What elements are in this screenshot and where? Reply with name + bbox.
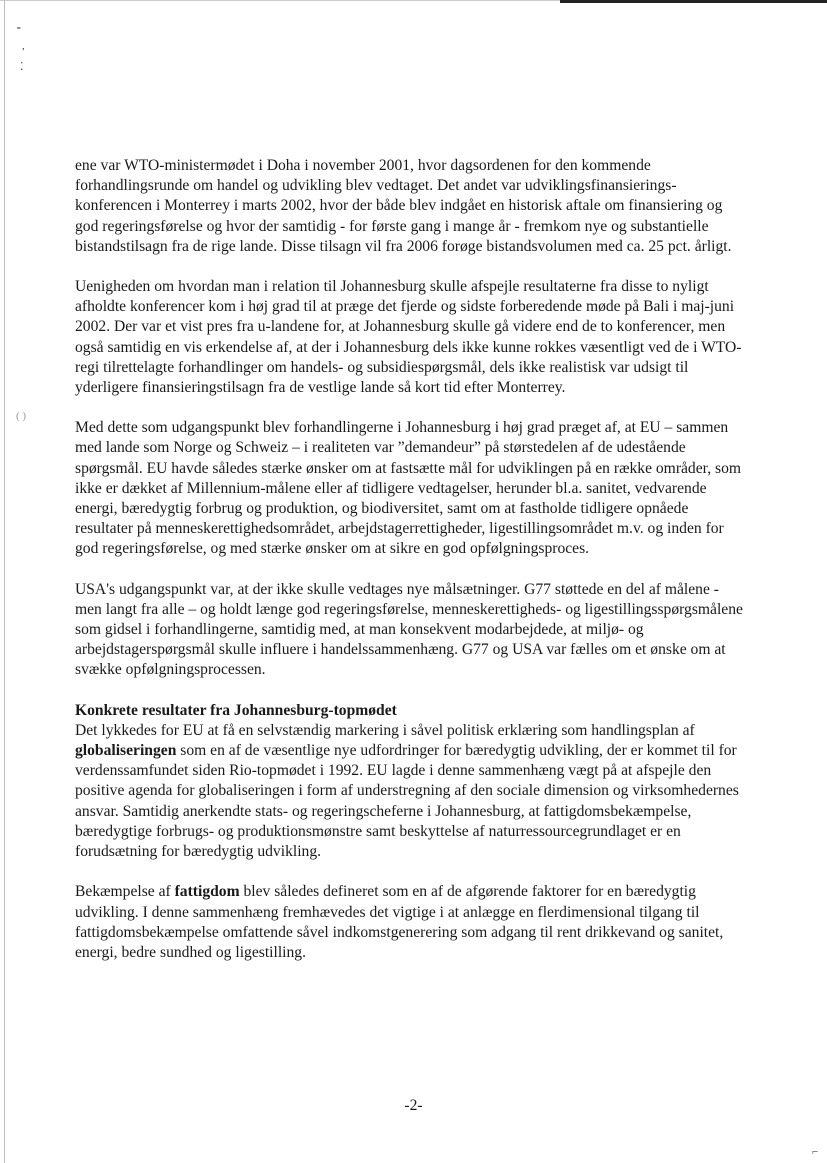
paragraph-6 xyxy=(75,882,747,963)
section-heading: Konkrete resultater fra Johannesburg-topmødet xyxy=(75,701,397,719)
scan-speck-mark: ⁃ xyxy=(16,23,22,35)
paragraph-4: USA's udgangspunkt var, at der ikke skulle vedtages nye målsætninger. G77 støttede en del af målene - men langt fra alle – og holdt længe god regeringsførelse, menneskerettigheds- og ligestillingsspørgsmålene som gidsel i forhandlingerne, samtidig med, at man konsekvent modarbejdede, at miljø- og arbejdstagerspørgsmål skulle influere i handelssammenhæng. G77 og USA var fælles om et ønske om at svække opfølgningsprocessen. xyxy=(75,580,743,679)
paragraph-2: Uenigheden om hvordan man i relation til Johannesburg skulle afspejle resultaterne fra disse to nyligt afholdte konferencer kom i høj grad til at præge det fjerde og sidste forberedende møde på Bali i maj-juni 2002. Der var et vist pres fra u-landene for, at Johannesburg skulle gå videre end de to konferencer, men også samtidig en vis erkendelse af, at der i Johannesburg dels ikke kunne rokkes væsentligt ved de i WTO-regi tilrettelagte forhandlinger om handels- og subsidiespørgsmål, dels ikke realistisk var udsigt til yderligere finansieringstilsagn fra de vestlige lande så kort tid efter Monterrey. xyxy=(75,278,742,397)
paragraph-5-emphasis: globaliseringen xyxy=(75,742,177,760)
paragraph-6-emphasis: fattigdom xyxy=(174,883,240,901)
paragraph-5 xyxy=(75,721,747,862)
page-number: -2- xyxy=(404,1097,423,1114)
scan-top-rule xyxy=(560,0,827,3)
paragraph-5-text-continued: som en af de væsentlige nye udfordringer for bæredygtig udvikling, der er kommet til for verdenssamfundet siden Rio-topmødet i 1992. EU lagde i denne sammenhæng vægt på at afspejle den positive agenda for globaliseringen i form af understregning af den sociale dimension og virksomhedernes ansvar. Samtidig anerkendte stats- og regeringscheferne i Johannesburg, at fattigdomsbekæmpelse, bæredygtige forbrugs- og produktionsmønstre samt beskyttelse af naturressourcegrundlaget er en forudsætning for bæredygtig udvikling. xyxy=(75,742,739,861)
paragraph-6-text: Bekæmpelse af xyxy=(75,883,175,901)
document-body xyxy=(75,156,747,983)
paragraph-1: ene var WTO-ministermødet i Doha i november 2001, hvor dagsordenen for den kommende forhandlingsrunde om handel og udvikling blev vedtaget. Det andet var udviklingsfinansierings-konferencen i Monterrey i marts 2002, hvor der både blev indgået en historisk aftale om finansiering og god regeringsførelse og hvor der samtidig - for første gang i mange år - fremkom nye og substantielle bistandstilsagn fra de rige lande. Disse tilsagn vil fra 2006 forøge bistandsvolumen med ca. 25 pct. årligt. xyxy=(75,157,732,255)
scan-speck-mark: ⁚ xyxy=(20,61,24,73)
paragraph-5-text: Det lykkedes for EU at få en selvstændig markering i såvel politisk erklæring som handlingsplan af xyxy=(75,721,695,739)
scan-speck-mark: , xyxy=(22,40,25,52)
scan-hole-mark: ( ) xyxy=(16,410,27,422)
paragraph-6-text-continued: blev således defineret som en af de afgørende faktorer for en bæredygtig udvikling. I denne sammenhæng fremhævedes det vigtige i at anlægge en flerdimensional tilgang til fattigdomsbekæmpelse omfattende såvel indkomstgenerering som adgang til rent drikkevand og sanitet, energi, bedre sundhed og ligestilling. xyxy=(75,883,724,961)
paragraph-3: Med dette som udgangspunkt blev forhandlingerne i Johannesburg i høj grad præget af, at EU – sammen med lande som Norge og Schweiz – i realiteten var ”demandeur” på størstedelen af de udestående spørgsmål. EU havde således stærke ønsker om at fastsætte mål for udviklingen på en række områder, som ikke er dækket af Millennium-målene eller af tidligere vedtagelser, herunder bl.a. sanitet, vedvarende energi, bæredygtig forbrug og produktion, og biodiversitet, samt om at fastholde tidligere opnåede resultater på menneskerettighedsområdet, arbejdstagerrettigheder, ligestillingsområdet m.v. og inden for god regeringsførelse, og med stærke ønsker om at sikre en god opfølgningsproces. xyxy=(75,419,742,558)
scan-speck-mark: ⌐ xyxy=(812,1146,819,1158)
scan-left-edge xyxy=(4,0,5,1163)
